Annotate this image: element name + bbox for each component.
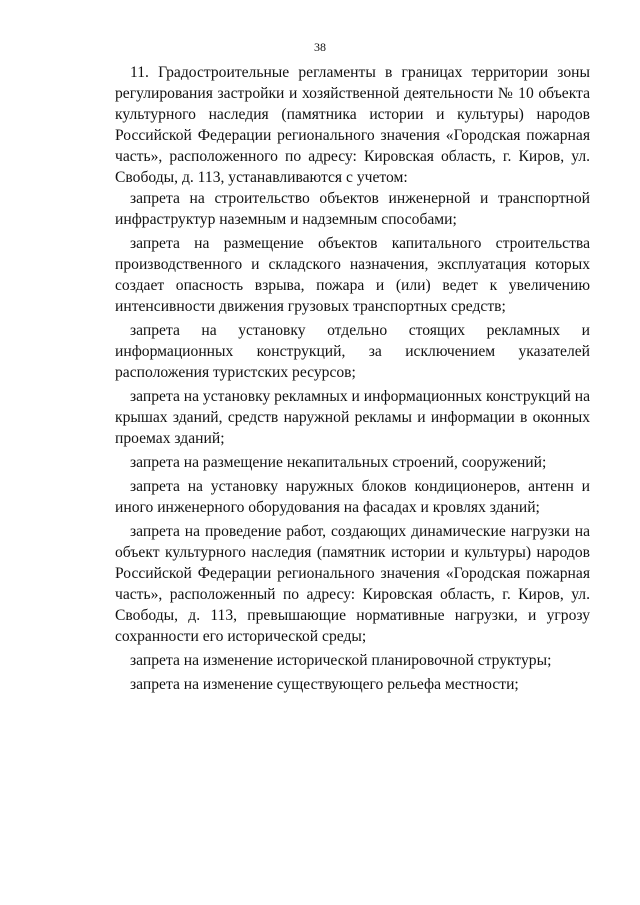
page-number: 38 — [314, 40, 326, 54]
restriction-item: запрета на изменение существующего рельефа местности; — [130, 676, 519, 693]
restriction-item: запрета на изменение исторической планировочной структуры; — [130, 652, 552, 669]
intro-paragraph: 11. Градостроительные регламенты в границах территории зоны регулирования застройки и хозяйственной деятельности № 10 объекта культурного наследия (памятника истории и культуры) народов Российской Федерации регионального значения «Городская пожарная часть», расположенного по адресу: Кировская область, г. Киров, ул. Свободы, д. 113, устанавливаются с учетом: — [115, 64, 590, 186]
restriction-item: запрета на размещение объектов капитального строительства производственного и складского назначения, эксплуатация которых создает опасность взрыва, пожара и (или) ведет к увеличению интенсивности движения грузовых транспортных средств; — [115, 235, 590, 315]
restriction-item: запрета на установку наружных блоков кондиционеров, антенн и иного инженерного оборудования на фасадах и кровлях зданий; — [115, 478, 590, 516]
restriction-item: запрета на строительство объектов инженерной и транспортной инфраструктур наземным и надземным способами; — [115, 190, 590, 228]
document-body — [115, 62, 590, 698]
restriction-item: запрета на размещение некапитальных строений, сооружений; — [130, 454, 547, 471]
restriction-item: запрета на установку рекламных и информационных конструкций на крышах зданий, средств наружной рекламы и информации в оконных проемах зданий; — [115, 388, 590, 447]
restriction-item: запрета на установку отдельно стоящих рекламных и информационных конструкций, за исключением указателей расположения туристских ресурсов; — [115, 322, 590, 381]
restriction-item: запрета на проведение работ, создающих динамические нагрузки на объект культурного наследия (памятник истории и культуры) народов Российской Федерации регионального значения «Городская пожарная часть», расположенный по адресу: Кировская область, г. Киров, ул. Свободы, д. 113, превышающие нормативные нагрузки, и угрозу сохранности его исторической среды; — [115, 523, 590, 645]
